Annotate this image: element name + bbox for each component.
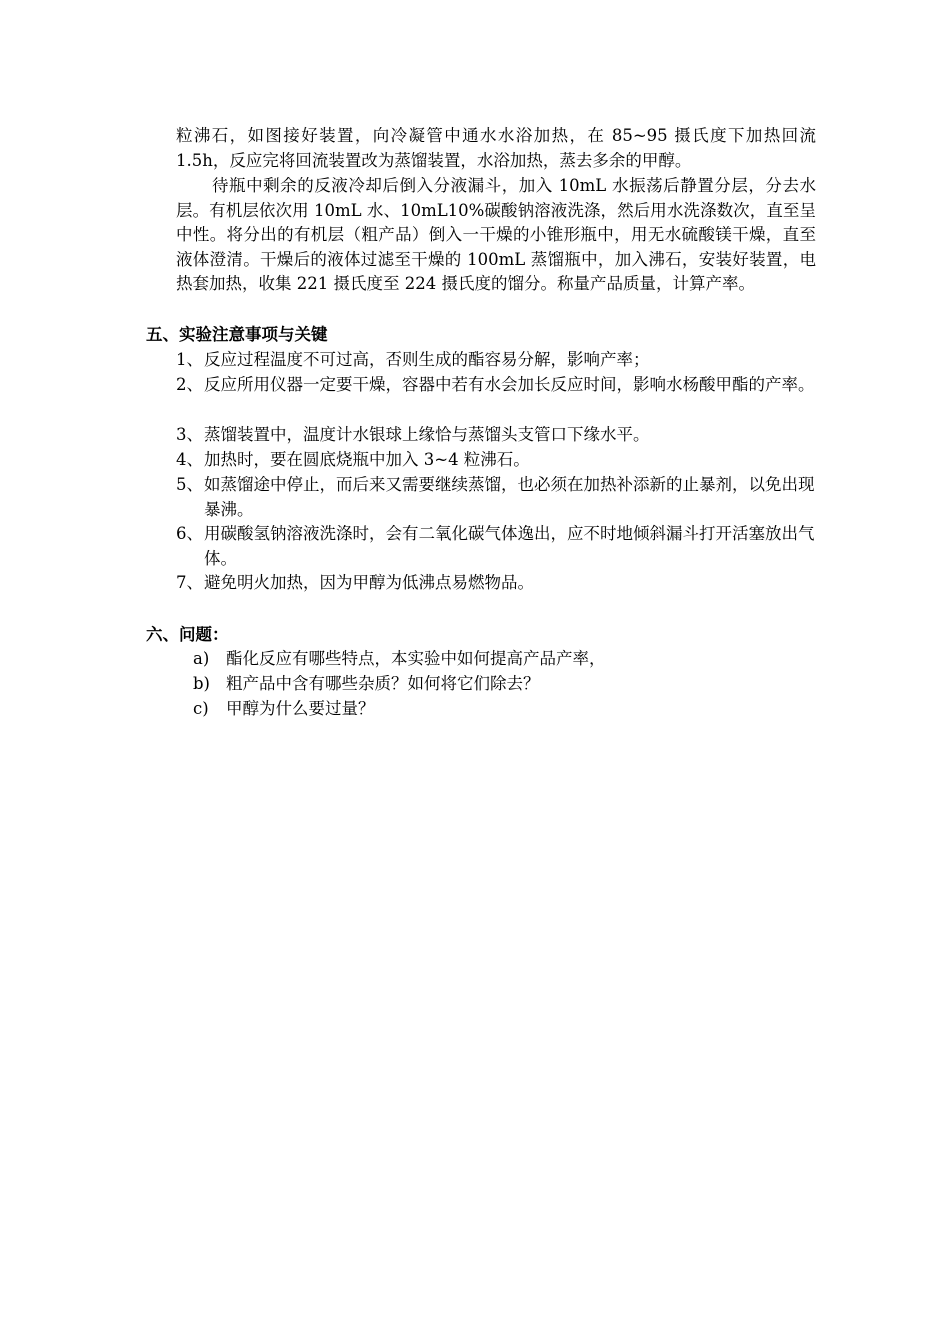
question-item <box>193 672 813 697</box>
notes-list-item <box>176 373 816 398</box>
notes-item-number: 3、 <box>176 425 203 444</box>
question-text: 粗产品中含有哪些杂质？如何将它们除去？ <box>226 674 540 693</box>
notes-list-item <box>176 473 816 522</box>
notes-item-text: 蒸馏装置中，温度计水银球上缘恰与蒸馏头支管口下缘水平。 <box>204 425 650 444</box>
notes-item-number: 2、 <box>176 375 203 394</box>
question-text: 甲醇为什么要过量？ <box>226 699 375 718</box>
notes-list-item <box>176 571 816 596</box>
notes-item-text: 反应所用仪器一定要干燥，容器中若有水会加长反应时间，影响水杨酸甲酯的产率。 <box>204 375 815 394</box>
question-label: b) <box>193 674 210 693</box>
section-6-heading: 六、问题： <box>146 625 229 644</box>
section-5-heading: 五、实验注意事项与关键 <box>146 325 328 344</box>
notes-list-item <box>176 423 816 448</box>
notes-list-item <box>176 348 816 373</box>
notes-item-text: 加热时，要在圆底烧瓶中加入 3~4 粒沸石。 <box>204 450 530 469</box>
question-item <box>193 697 813 722</box>
question-text: 酯化反应有哪些特点，本实验中如何提高产品产率， <box>226 649 606 668</box>
notes-item-number: 7、 <box>176 573 203 592</box>
question-item <box>193 647 813 672</box>
notes-list-item <box>176 448 816 473</box>
notes-item-text: 反应过程温度不可过高，否则生成的酯容易分解，影响产率； <box>204 350 650 369</box>
notes-item-number: 5、 <box>176 475 203 494</box>
question-label: a) <box>193 649 210 668</box>
notes-item-number: 1、 <box>176 350 203 369</box>
question-label: c) <box>193 699 209 718</box>
procedure-paragraph-2: 待瓶中剩余的反液冷却后倒入分液漏斗，加入 10mL 水振荡后静置分层，分去水层。有机层依次用 10mL 水、10mL10%碳酸钠溶液洗涤，然后用水洗涤数次，直至呈中性。将分出的有机层（粗产品）倒入一干燥的小锥形瓶中，用无水硫酸镁干燥，直至液体澄清。干燥后的液体过滤至干燥的 100mL 蒸馏瓶中，加入沸石，安装好装置，电热套加热，收集 221 摄氏度至 224 摄氏度的馏分。称量产品质量，计算产率。 <box>176 176 816 294</box>
procedure-paragraph-1: 粒沸石，如图接好装置，向冷凝管中通水水浴加热，在 85~95 摄氏度下加热回流 1.5h，反应完将回流装置改为蒸馏装置，水浴加热，蒸去多余的甲醇。 <box>176 126 816 170</box>
notes-list-item <box>176 522 816 571</box>
notes-item-number: 6、 <box>176 524 203 543</box>
notes-item-text: 如蒸馏途中停止，而后来又需要继续蒸馏，也必须在加热补添新的止暴剂，以免出现暴沸。 <box>204 475 815 519</box>
notes-item-text: 避免明火加热，因为甲醇为低沸点易燃物品。 <box>204 573 534 592</box>
notes-item-text: 用碳酸氢钠溶液洗涤时，会有二氧化碳气体逸出，应不时地倾斜漏斗打开活塞放出气体。 <box>204 524 815 568</box>
notes-item-number: 4、 <box>176 450 203 469</box>
